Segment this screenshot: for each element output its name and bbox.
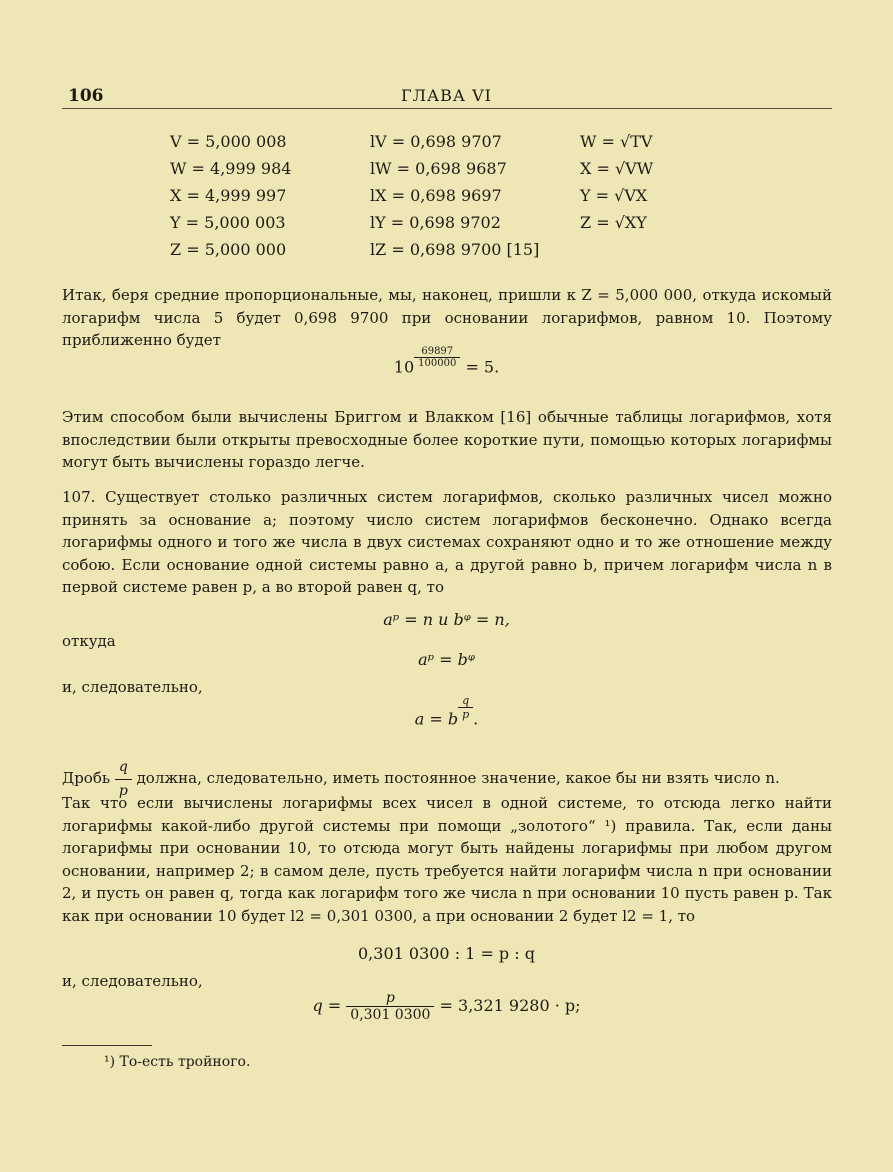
table-row	[140, 213, 700, 239]
word-sledovatelno-2: и, следовательно,	[62, 972, 203, 990]
footnote: ¹) То-есть тройного.	[104, 1054, 251, 1070]
table-row	[140, 132, 700, 158]
table-cell: lV = 0,698 9707	[370, 132, 502, 151]
formula-6: q = $\frac{p}{0,301 0300}$ = 3,321 9280 · p;	[312, 990, 581, 1023]
paragraph-3: 107. Существует столько различных систем логарифмов, сколько различных чисел можно принять за основание a; поэтому число систем логарифмов бесконечно. Однако всегда логарифмы одного и того же числа в двух системах сохраняют одно и то же отношение между собою. Если основание одной системы равно a, а другой равно b, причем логарифм числа n в первой системе равен p, а во второй равен q, то	[62, 488, 832, 596]
formula-4: a = b $\frac{q}{p}$ .	[414, 694, 479, 729]
table-cell: Y = √VX	[580, 186, 648, 205]
fraction-q-over-p: $\frac{q}{p}$	[115, 756, 132, 802]
footnote-rule	[62, 1045, 152, 1046]
table-cell: Z = 5,000 000	[170, 240, 287, 259]
table-row	[140, 186, 700, 212]
table-cell: lW = 0,698 9687	[370, 159, 507, 178]
page-number: 106	[68, 86, 104, 106]
fraction-p-over-log2: $\frac{p}{0,301 0300}$	[346, 990, 434, 1023]
formula-1	[0, 346, 893, 376]
formula-base: 10	[393, 357, 415, 377]
word-sledovatelno: и, следовательно,	[62, 678, 203, 696]
paragraph-2: Этим способом были вычислены Бриггом и Влакком [16] обычные таблицы логарифмов, хотя впоследствии были открыты превосходные более короткие пути, помощью которых логарифмы могут быть вычислены гораздо легче.	[62, 408, 832, 471]
formula-exponent: $\frac{69897}{100000}$	[414, 346, 460, 369]
table-cell: lY = 0,698 9702	[370, 213, 501, 232]
table-cell: lX = 0,698 9697	[370, 186, 502, 205]
table-cell: W = 4,999 984	[170, 159, 292, 178]
table-cell: Z = √XY	[580, 213, 647, 232]
formula-exponent: $\frac{q}{p}$	[458, 694, 473, 721]
table-cell: X = 4,999 997	[170, 186, 287, 205]
table-cell: V = 5,000 008	[170, 132, 287, 151]
table-row	[140, 159, 700, 185]
table-cell: X = √VW	[580, 159, 654, 178]
formula-5: 0,301 0300 : 1 = p : q	[358, 944, 535, 963]
table-cell: Y = 5,000 003	[170, 213, 286, 232]
chapter-title: ГЛАВА VI	[401, 86, 492, 105]
paragraph-5: Так что если вычислены логарифмы всех чисел в одной системе, то отсюда легко найти логарифмы какой-либо другой системы при помощи „золотого“ ¹) правила. Так, если даны логарифмы при основании 10, то отсюда могут быть найдены логарифмы при любом другом основании, например 2; в самом деле, пусть требуется найти логарифм числа n при основании 2, и пусть он равен q, тогда как логарифм того же числа n при основании 10 пусть равен p. Так как при основании 10 будет l2 = 0,301 0300, а при основании 2 будет l2 = 1, то	[62, 794, 832, 925]
paragraph-4: Дробь $\frac{q}{p}$ должна, следовательно, иметь постоянное значение, какое бы ни взять число n.	[62, 756, 832, 802]
header-rule	[62, 108, 832, 109]
formula-3: aᵖ = bᵠ	[418, 650, 475, 669]
formula-rhs: = 5.	[465, 357, 500, 377]
formula-2: aᵖ = n и bᵠ = n,	[383, 610, 510, 629]
table-row	[140, 240, 700, 266]
table-cell: lZ = 0,698 9700 [15]	[370, 240, 540, 259]
paragraph-1: Итак, беря средние пропорциональные, мы, наконец, пришли к Z = 5,000 000, откуда искомый логарифм числа 5 будет 0,698 9700 при основании логарифмов, равном 10. Поэтому приближенно будет	[62, 286, 832, 349]
word-otkuda: откуда	[62, 632, 116, 650]
table-cell: W = √TV	[580, 132, 653, 151]
